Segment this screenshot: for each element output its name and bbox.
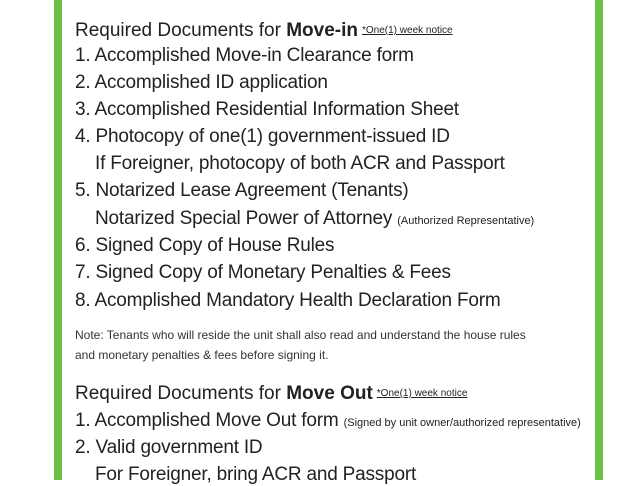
movein-item-6: 6. Signed Copy of House Rules: [75, 235, 335, 256]
moveout-notice: *One(1) week notice: [376, 388, 468, 399]
movein-item-1: 1. Accomplished Move-in Clearance form: [75, 45, 414, 66]
moveout-item-2-foreigner: For Foreigner, bring ACR and Passport: [95, 464, 417, 485]
movein-item-5: 5. Notarized Lease Agreement (Tenants): [75, 180, 409, 201]
movein-heading: [75, 20, 453, 42]
movein-notice: *One(1) week notice: [362, 25, 453, 36]
movein-item-8: 8. Acomplished Mandatory Health Declaration Form: [75, 290, 501, 311]
movein-note-line-2: and monetary penalties & fees before signing it.: [75, 348, 329, 362]
movein-note-line-1: Note: Tenants who will reside the unit shall also read and understand the house rules: [75, 328, 526, 342]
moveout-heading-bold: Move Out: [286, 383, 373, 404]
movein-item-4: 4. Photocopy of one(1) government-issued ID: [75, 126, 450, 147]
movein-item-7: 7. Signed Copy of Monetary Penalties & Fees: [75, 262, 451, 283]
moveout-item-1: [75, 410, 581, 434]
movein-item-3: 3. Accomplished Residential Information Sheet: [75, 99, 459, 120]
movein-heading-prefix: Required Documents for: [75, 20, 287, 41]
moveout-form-note: (Signed by unit owner/authorized representative): [343, 417, 581, 429]
movein-spa-note: (Authorized Representative): [397, 215, 535, 227]
moveout-item-2: 2. Valid government ID: [75, 437, 263, 458]
moveout-heading-prefix: Required Documents for: [75, 383, 287, 404]
movein-item-4-foreigner: If Foreigner, photocopy of both ACR and Passport: [95, 153, 505, 174]
movein-spa-text: Notarized Special Power of Attorney: [95, 208, 393, 229]
movein-heading-bold: Move-in: [286, 20, 358, 41]
movein-item-5-spa: [95, 208, 534, 232]
moveout-item-1-text: 1. Accomplished Move Out form: [75, 410, 339, 431]
movein-item-2: 2. Accomplished ID application: [75, 72, 328, 93]
moveout-heading: [75, 383, 467, 405]
